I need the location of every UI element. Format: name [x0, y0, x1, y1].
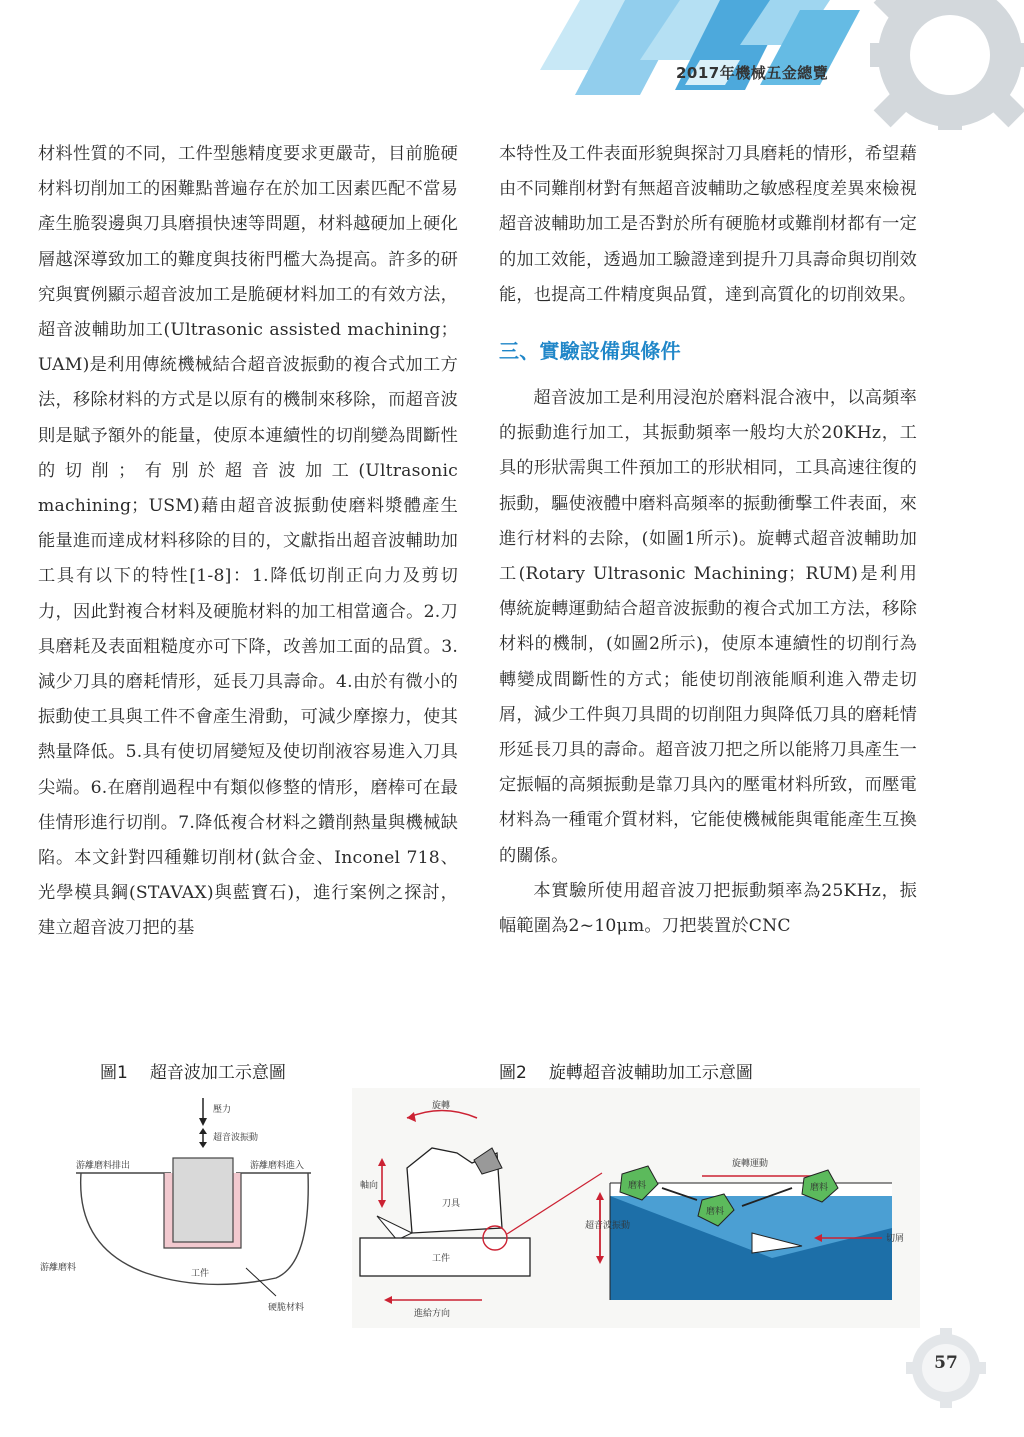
label-ultrasonic-vibration: 超音波振動 [585, 1221, 631, 1231]
label-vibration: 超音波振動 [213, 1133, 259, 1143]
label-abrasive-b: 磨料 [706, 1207, 725, 1217]
left-paragraph: 材料性質的不同，工件型態精度要求更嚴苛，目前脆硬材料切削加工的困難點普遍存在於加工因素匹配不當易產生脆裂邊與刀具磨損快速等問題，材料越硬加上硬化層越深導致加工的難度與技術門檻大為提高。許多的研究與實例顯示超音波加工是脆硬材料加工的有效方法，超音波輔助加工(Ultrasonic assisted machining；UAM)是利用傳統機械結合超音波振動的複合式加工方法，移除材料的方式是以原有的機制來移除，而超音波則是賦予額外的能量，使原本連續性的切削變為間斷性的切削；有別於超音波加工(Ultrasonic machining；USM)藉由超音波振動使磨料漿體產生能量進而達成材料移除的目的，文獻指出超音波輔助加工具有以下的特性[1-8]：1.降低切削正向力及剪切力，因此對複合材料及硬脆材料的加工相當適合。2.刀具磨耗及表面粗糙度亦可下降，改善加工面的品質。3. 減少刀具的磨耗情形，延長刀具壽命。4.由於有微小的振動使工具與工件不會產生滑動，可減少摩擦力，使其熱量降低。5.具有使切屑變短及使切削液容易進入刀具尖端。6.在磨削過程中有類似修整的情形，磨棒可在最佳情形進行切削。7.降低複合材料之鑽削熱量與機械缺陷。本文針對四種難切削材(鈦合金、Inconel 718、光學模具鋼(STAVAX)與藍寶石)，進行案例之探討，建立超音波刀把的基 [38, 144, 458, 939]
label-pressure: 壓力 [213, 1105, 232, 1115]
right-column [499, 137, 917, 944]
label-tool: 刀具 [442, 1199, 461, 1209]
figure1-caption [100, 1058, 286, 1083]
figure1-diagram [36, 1088, 346, 1328]
label-feed-direction: 進給方向 [414, 1309, 451, 1319]
figure2-caption-text: 旋轉超音波輔助加工示意圖 [548, 1063, 753, 1083]
label-rotation-motion: 旋轉運動 [732, 1159, 769, 1169]
label-workpiece: 工件 [432, 1254, 451, 1264]
label-abrasive-in: 游離磨料進入 [250, 1161, 305, 1171]
gear-icon [870, 0, 1024, 130]
right-paragraph-2: 超音波加工是利用浸泡於磨料混合液中，以高頻率的振動進行加工，其振動頻率一般均大於20KHz，工具的形狀需與工件預加工的形狀相同，工具高速往復的振動，驅使液體中磨料高頻率的振動衝擊工件表面，來進行材料的去除，(如圖1所示)。旋轉式超音波輔助加工(Rotary Ultrasonic Machining；RUM)是利用傳統旋轉運動結合超音波振動的複合式加工方法，移除材料的機制，(如圖2所示)，使原本連續性的切削行為轉變成間斷性的方式；能使切削液能順利進入帶走切屑，減少工件與刀具間的切削阻力與降低刀具的磨耗情形延長刀具的壽命。超音波刀把之所以能將刀具產生一定振幅的高頻振動是靠刀具內的壓電材料所致，而壓電材料為一種電介質材料，它能使機械能與電能產生互換的關係。 [499, 388, 917, 866]
figure1-number: 圖1 [100, 1063, 128, 1083]
page-number: 57 [934, 1353, 958, 1373]
label-free-abrasive: 游離磨料 [40, 1263, 77, 1273]
label-hard-brittle: 硬脆材料 [268, 1303, 305, 1313]
header-title: 2017年機械五金總覽 [676, 64, 829, 82]
label-rotation: 旋轉 [432, 1101, 451, 1111]
header-decoration [0, 0, 1024, 130]
label-axial: 軸向 [360, 1181, 379, 1191]
figure2-number: 圖2 [499, 1063, 527, 1083]
label-abrasive-out: 游離磨料排出 [76, 1161, 131, 1171]
label-chip: 切屑 [886, 1234, 905, 1244]
right-paragraph-1: 本特性及工件表面形貌與探討刀具磨耗的情形，希望藉由不同難削材對有無超音波輔助之敏感程度差異來檢視超音波輔助加工是否對於所有硬脆材或難削材都有一定的加工效能，透過加工驗證達到提升刀具壽命與切削效能，也提高工件精度與品質，達到高質化的切削效果。 [499, 144, 917, 305]
section-heading: 三、實驗設備與條件 [499, 339, 681, 364]
figure2-caption [499, 1058, 753, 1083]
label-tool: 工件 [191, 1269, 210, 1279]
figure1-caption-text: 超音波加工示意圖 [149, 1063, 286, 1083]
left-column [38, 137, 458, 947]
right-paragraph-3: 本實驗所使用超音波刀把振動頻率為25KHz，振幅範圍為2~10μm。刀把裝置於CNC [499, 880, 917, 937]
label-abrasive-c: 磨料 [810, 1183, 829, 1193]
label-abrasive-a: 磨料 [628, 1181, 647, 1191]
figure2-diagram [352, 1088, 920, 1328]
